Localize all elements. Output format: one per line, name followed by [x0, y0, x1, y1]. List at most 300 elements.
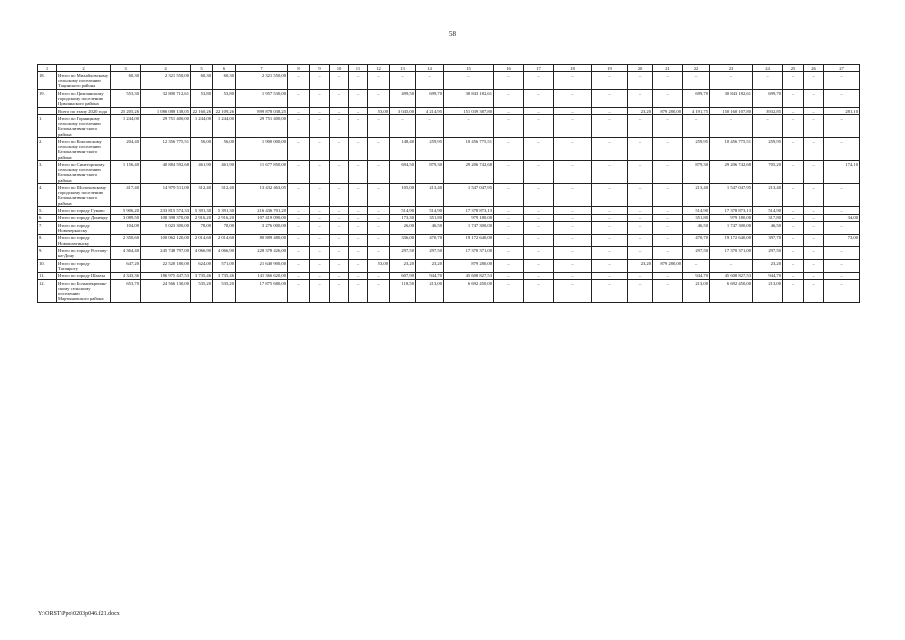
value-cell: –: [592, 247, 628, 260]
value-cell: –: [824, 115, 860, 138]
value-cell: 25 205,26: [111, 107, 141, 114]
value-cell: –: [804, 138, 824, 161]
value-cell: 19 172 640,00: [710, 234, 753, 247]
value-cell: 60,30: [191, 72, 213, 90]
value-cell: 216 436 701,20: [236, 207, 288, 214]
column-number: 17: [524, 65, 554, 72]
value-cell: 118,50: [390, 279, 416, 302]
column-number: 22: [683, 65, 710, 72]
value-cell: 317,80: [753, 214, 783, 221]
value-cell: –: [349, 184, 368, 207]
value-cell: 40 884 592,68: [141, 161, 191, 184]
value-cell: –: [368, 272, 390, 279]
value-cell: 1 547 047,95: [444, 184, 494, 207]
value-cell: –: [288, 184, 310, 207]
value-cell: 2 014,60: [213, 234, 236, 247]
value-cell: 1 244,00: [213, 115, 236, 138]
value-cell: 553,30: [111, 90, 141, 108]
value-cell: –: [592, 234, 628, 247]
value-cell: –: [554, 184, 592, 207]
value-cell: 3 735,46: [213, 272, 236, 279]
value-cell: 461,90: [213, 161, 236, 184]
row-number-cell: 8.: [38, 234, 57, 247]
column-number: 3: [111, 65, 141, 72]
value-cell: –: [524, 161, 554, 184]
value-cell: 14 979 511,00: [141, 184, 191, 207]
value-cell: 979 180,00: [710, 214, 753, 221]
value-cell: –: [349, 138, 368, 161]
value-cell: 30 843 182,61: [710, 90, 753, 108]
table-row: [38, 234, 860, 247]
value-cell: –: [824, 207, 860, 214]
value-cell: –: [349, 214, 368, 221]
value-cell: 32 800 712,61: [141, 90, 191, 108]
value-cell: –: [288, 214, 310, 221]
column-number: 20: [628, 65, 653, 72]
value-cell: 105,00: [390, 184, 416, 207]
column-number: 18: [554, 65, 592, 72]
value-cell: 4 066,90: [191, 247, 213, 260]
value-cell: 204,40: [111, 138, 141, 161]
value-cell: 53,00: [368, 259, 390, 272]
value-cell: 17 875 680,00: [236, 279, 288, 302]
value-cell: 21 640 900,00: [236, 259, 288, 272]
value-cell: 281,10: [824, 107, 860, 114]
value-cell: –: [683, 72, 710, 90]
value-cell: –: [653, 184, 683, 207]
value-cell: 899 878 038,25: [236, 107, 288, 114]
value-cell: –: [824, 222, 860, 235]
value-cell: 213,00: [753, 279, 783, 302]
value-cell: –: [653, 72, 683, 90]
value-cell: –: [349, 107, 368, 114]
value-cell: –: [330, 72, 349, 90]
value-cell: –: [628, 214, 653, 221]
value-cell: –: [524, 272, 554, 279]
value-cell: –: [288, 247, 310, 260]
value-cell: –: [653, 279, 683, 302]
value-cell: –: [804, 247, 824, 260]
value-cell: –: [783, 138, 804, 161]
row-number-cell: 18.: [38, 72, 57, 90]
value-cell: –: [592, 115, 628, 138]
value-cell: –: [310, 107, 330, 114]
value-cell: 26,00: [390, 222, 416, 235]
value-cell: –: [349, 234, 368, 247]
value-cell: –: [368, 72, 390, 90]
table-row: [38, 272, 860, 279]
value-cell: 312,40: [191, 184, 213, 207]
value-cell: –: [783, 115, 804, 138]
column-number: 24: [753, 65, 783, 72]
value-cell: 60,30: [111, 72, 141, 90]
value-cell: –: [628, 247, 653, 260]
value-cell: –: [288, 272, 310, 279]
value-cell: 417,40: [111, 184, 141, 207]
value-cell: 17 370 371,00: [710, 247, 753, 260]
value-cell: –: [494, 207, 524, 214]
row-number-cell: 9.: [38, 247, 57, 260]
value-cell: –: [524, 72, 554, 90]
value-cell: 1 957 530,00: [236, 90, 288, 108]
value-cell: 2 350,60: [111, 234, 141, 247]
value-cell: –: [592, 259, 628, 272]
value-cell: 2 916,20: [191, 214, 213, 221]
value-cell: 470,70: [683, 234, 710, 247]
value-cell: 3 276 000,00: [236, 222, 288, 235]
column-number: 19: [592, 65, 628, 72]
column-number: 8: [288, 65, 310, 72]
value-cell: 173,30: [390, 214, 416, 221]
value-cell: –: [494, 72, 524, 90]
table-row: [38, 222, 860, 235]
value-cell: 34,00: [824, 214, 860, 221]
value-cell: –: [330, 107, 349, 114]
value-cell: –: [444, 115, 494, 138]
value-cell: –: [494, 222, 524, 235]
value-cell: –: [653, 90, 683, 108]
value-cell: 3 089,50: [111, 214, 141, 221]
value-cell: –: [554, 234, 592, 247]
value-cell: –: [804, 72, 824, 90]
value-cell: 29 206 742,68: [710, 161, 753, 184]
value-cell: –: [524, 90, 554, 108]
value-cell: 56,00: [191, 138, 213, 161]
value-cell: –: [330, 272, 349, 279]
table-row: [38, 259, 860, 272]
value-cell: –: [783, 247, 804, 260]
value-cell: 514,90: [416, 207, 444, 214]
value-cell: –: [783, 207, 804, 214]
column-number: 21: [653, 65, 683, 72]
value-cell: –: [804, 115, 824, 138]
value-cell: 46,50: [753, 222, 783, 235]
value-cell: –: [783, 272, 804, 279]
value-cell: –: [310, 222, 330, 235]
value-cell: –: [310, 161, 330, 184]
value-cell: –: [330, 259, 349, 272]
value-cell: 4 191,75: [683, 107, 710, 114]
value-cell: 148,40: [390, 138, 416, 161]
value-cell: –: [349, 279, 368, 302]
row-name-cell: Итого по городу Новошахтинску: [57, 234, 111, 247]
value-cell: 461,90: [191, 161, 213, 184]
value-cell: –: [494, 138, 524, 161]
table-row: [38, 247, 860, 260]
table-row: [38, 279, 860, 302]
value-cell: –: [683, 259, 710, 272]
value-cell: –: [310, 72, 330, 90]
value-cell: –: [804, 207, 824, 214]
value-cell: 879 280,00: [444, 259, 494, 272]
value-cell: 13 432 463,05: [236, 184, 288, 207]
column-number: 9: [310, 65, 330, 72]
value-cell: –: [288, 90, 310, 108]
value-cell: –: [683, 115, 710, 138]
value-cell: –: [554, 222, 592, 235]
value-cell: –: [554, 72, 592, 90]
value-cell: –: [524, 222, 554, 235]
value-cell: –: [628, 272, 653, 279]
value-cell: 23,20: [416, 259, 444, 272]
value-cell: –: [524, 214, 554, 221]
column-number: 1: [38, 65, 57, 72]
value-cell: –: [288, 138, 310, 161]
value-cell: 3 045,00: [390, 107, 416, 114]
value-cell: –: [554, 259, 592, 272]
value-cell: 45 608 827,53: [444, 272, 494, 279]
page-number: 58: [449, 30, 456, 38]
value-cell: 259,95: [683, 138, 710, 161]
value-cell: –: [494, 90, 524, 108]
value-cell: 351,80: [416, 214, 444, 221]
value-cell: 979 180,00: [444, 214, 494, 221]
value-cell: –: [824, 247, 860, 260]
value-cell: 571,00: [213, 259, 236, 272]
value-cell: 22 109,26: [213, 107, 236, 114]
row-name-cell: Итого по Коксовскому сельскому поселению Белокалитвин-ского района: [57, 138, 111, 161]
value-cell: 53,80: [213, 90, 236, 108]
value-cell: 699,70: [416, 90, 444, 108]
value-cell: 4 214,95: [416, 107, 444, 114]
value-cell: –: [349, 272, 368, 279]
value-cell: –: [804, 234, 824, 247]
value-cell: –: [330, 214, 349, 221]
column-number: 4: [141, 65, 191, 72]
value-cell: –: [310, 115, 330, 138]
value-cell: –: [592, 207, 628, 214]
value-cell: 186 975 447,53: [141, 272, 191, 279]
value-cell: 2 916,20: [213, 214, 236, 221]
value-cell: –: [592, 279, 628, 302]
value-cell: –: [524, 259, 554, 272]
value-cell: 1 244,00: [111, 115, 141, 138]
value-cell: 17 370 371,00: [444, 247, 494, 260]
value-cell: –: [494, 107, 524, 114]
value-cell: 23,20: [628, 259, 653, 272]
value-cell: –: [554, 138, 592, 161]
value-cell: –: [494, 184, 524, 207]
value-cell: 17 378 873,13: [444, 207, 494, 214]
value-cell: –: [368, 234, 390, 247]
column-number: 26: [804, 65, 824, 72]
value-cell: –: [710, 115, 753, 138]
value-cell: 46,50: [683, 222, 710, 235]
value-cell: –: [524, 115, 554, 138]
value-cell: –: [349, 259, 368, 272]
value-cell: –: [628, 72, 653, 90]
value-cell: –: [628, 207, 653, 214]
value-cell: –: [524, 279, 554, 302]
value-cell: –: [824, 272, 860, 279]
value-cell: 30 843 182,61: [444, 90, 494, 108]
value-cell: 351,80: [683, 214, 710, 221]
value-cell: –: [804, 222, 824, 235]
value-cell: –: [288, 161, 310, 184]
value-cell: –: [824, 259, 860, 272]
value-cell: 228 378 426,00: [236, 247, 288, 260]
value-cell: –: [653, 234, 683, 247]
value-cell: –: [592, 90, 628, 108]
table-row: [38, 161, 860, 184]
value-cell: 499,50: [390, 90, 416, 108]
column-number: 2: [57, 65, 111, 72]
value-cell: 4 343,36: [111, 272, 141, 279]
value-cell: 10 456 775,51: [444, 138, 494, 161]
value-cell: –: [628, 279, 653, 302]
value-cell: –: [804, 279, 824, 302]
value-cell: 470,70: [416, 234, 444, 247]
value-cell: –: [330, 90, 349, 108]
value-cell: –: [824, 90, 860, 108]
value-cell: –: [783, 234, 804, 247]
value-cell: –: [554, 107, 592, 114]
row-number-cell: 2.: [38, 138, 57, 161]
value-cell: 17 378 873,13: [710, 207, 753, 214]
value-cell: –: [494, 272, 524, 279]
value-cell: 23,20: [753, 259, 783, 272]
value-cell: –: [330, 115, 349, 138]
value-cell: –: [783, 90, 804, 108]
value-cell: 1 244,00: [191, 115, 213, 138]
value-cell: 10 456 775,51: [710, 138, 753, 161]
value-cell: –: [288, 72, 310, 90]
value-cell: –: [494, 259, 524, 272]
value-cell: 56,00: [213, 138, 236, 161]
value-cell: 174,10: [824, 161, 860, 184]
value-cell: –: [349, 72, 368, 90]
value-cell: 23,20: [390, 259, 416, 272]
row-number-cell: 4.: [38, 184, 57, 207]
value-cell: –: [330, 222, 349, 235]
value-cell: 297,50: [683, 247, 710, 260]
value-cell: –: [494, 279, 524, 302]
value-cell: 5 023 300,00: [141, 222, 191, 235]
value-cell: 1 547 047,95: [710, 184, 753, 207]
value-cell: –: [824, 72, 860, 90]
value-cell: –: [310, 247, 330, 260]
row-name-cell: Итого по городу Донецку: [57, 214, 111, 221]
value-cell: 1 747 300,00: [710, 222, 753, 235]
value-cell: –: [592, 214, 628, 221]
value-cell: 944,70: [683, 272, 710, 279]
value-cell: 535,20: [191, 279, 213, 302]
value-cell: 213,40: [416, 184, 444, 207]
value-cell: –: [824, 138, 860, 161]
row-number-cell: 3.: [38, 161, 57, 184]
table-row: [38, 90, 860, 108]
column-number: 5: [191, 65, 213, 72]
value-cell: 5 391,30: [191, 207, 213, 214]
value-cell: 151 039 387,80: [444, 107, 494, 114]
value-cell: –: [554, 272, 592, 279]
value-cell: –: [310, 138, 330, 161]
value-cell: –: [804, 259, 824, 272]
value-cell: 11 677 850,00: [236, 161, 288, 184]
value-cell: –: [288, 222, 310, 235]
value-cell: –: [310, 207, 330, 214]
value-cell: 607,90: [390, 272, 416, 279]
value-cell: –: [416, 115, 444, 138]
table-row: [38, 107, 860, 114]
value-cell: 4 364,40: [111, 247, 141, 260]
value-cell: –: [592, 138, 628, 161]
value-cell: 535,20: [213, 279, 236, 302]
column-number: 6: [213, 65, 236, 72]
value-cell: 514,90: [753, 207, 783, 214]
value-cell: 245 748 797,00: [141, 247, 191, 260]
value-cell: –: [628, 234, 653, 247]
value-cell: –: [310, 279, 330, 302]
value-cell: 213,00: [416, 279, 444, 302]
row-name-cell: Итого по Михайловскому сельскому поселению Тацинского района: [57, 72, 111, 90]
value-cell: –: [288, 207, 310, 214]
value-cell: –: [310, 259, 330, 272]
value-cell: 23,20: [628, 107, 653, 114]
value-cell: –: [783, 222, 804, 235]
column-number: 27: [824, 65, 860, 72]
value-cell: –: [824, 184, 860, 207]
value-cell: –: [524, 184, 554, 207]
value-cell: –: [653, 214, 683, 221]
value-cell: –: [368, 207, 390, 214]
value-cell: 653,70: [111, 279, 141, 302]
value-cell: –: [288, 107, 310, 114]
value-cell: –: [592, 161, 628, 184]
value-cell: –: [349, 207, 368, 214]
value-cell: 944,70: [416, 272, 444, 279]
row-name-cell: Итого по городу Ростову-на-Дону: [57, 247, 111, 260]
value-cell: –: [653, 272, 683, 279]
value-cell: –: [804, 214, 824, 221]
value-cell: –: [783, 279, 804, 302]
value-cell: –: [783, 107, 804, 114]
row-name-cell: Итого по городу Таганрогу: [57, 259, 111, 272]
value-cell: 19 172 640,00: [444, 234, 494, 247]
row-name-cell: Итого по Цимлянскому городскому поселению Цимлянского района: [57, 90, 111, 108]
value-cell: –: [310, 234, 330, 247]
value-cell: –: [653, 207, 683, 214]
value-cell: 647,20: [111, 259, 141, 272]
value-cell: –: [804, 107, 824, 114]
value-cell: 879 280,00: [653, 259, 683, 272]
value-cell: –: [592, 222, 628, 235]
value-cell: –: [554, 247, 592, 260]
value-cell: –: [524, 138, 554, 161]
row-number-cell: [38, 107, 57, 114]
value-cell: 397,70: [753, 234, 783, 247]
row-number-cell: 11.: [38, 272, 57, 279]
value-cell: –: [494, 161, 524, 184]
value-cell: –: [349, 90, 368, 108]
value-cell: –: [288, 115, 310, 138]
value-cell: –: [330, 247, 349, 260]
value-cell: –: [653, 161, 683, 184]
value-cell: –: [288, 279, 310, 302]
value-cell: 150 160 107,80: [710, 107, 753, 114]
value-cell: 6 692 450,00: [444, 279, 494, 302]
value-cell: 1 900 000,00: [236, 138, 288, 161]
value-cell: –: [628, 222, 653, 235]
value-cell: 22 160,26: [191, 107, 213, 114]
table-row: [38, 207, 860, 214]
value-cell: –: [592, 184, 628, 207]
value-cell: –: [554, 161, 592, 184]
row-number-cell: 1.: [38, 115, 57, 138]
value-cell: 312,40: [213, 184, 236, 207]
value-cell: –: [494, 234, 524, 247]
table-row: [38, 184, 860, 207]
